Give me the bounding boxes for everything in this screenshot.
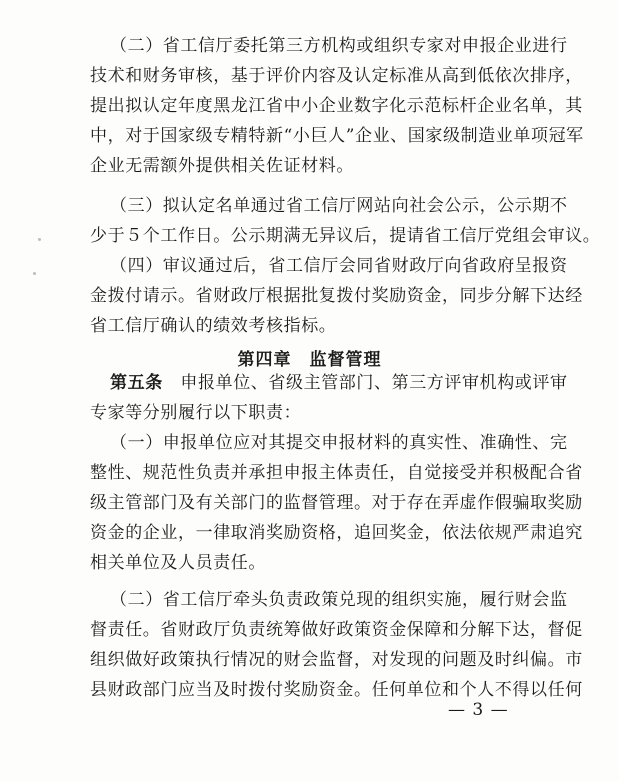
- article-label: 第五条: [110, 373, 163, 393]
- text-line: 专家等分别履行以下职责：: [90, 403, 302, 423]
- text-line: 整性、规范性负责并承担申报主体责任，自觉接受并积极配合省: [90, 463, 583, 483]
- text-line: 级主管部门及有关部门的监督管理。对于存在弄虚作假骗取奖励: [90, 493, 583, 513]
- scan-speck: [33, 272, 36, 275]
- page-number: — 3 —: [448, 700, 509, 720]
- text-line: （二）省工信厅牵头负责政策兑现的组织实施，履行财会监: [110, 590, 568, 610]
- text-line: 组织做好政策执行情况的财会监督，对发现的问题及时纠偏。市: [90, 650, 583, 670]
- text-line: 县财政部门应当及时拨付奖励资金。任何单位和个人不得以任何: [90, 680, 583, 700]
- article-5: [90, 368, 568, 428]
- scan-speck: [38, 238, 41, 241]
- text-line: （四）审议通过后，省工信厅会同省财政厅向省政府呈报资: [110, 256, 568, 276]
- text-line: 督责任。省财政厅负责统筹做好政策资金保障和分解下达，督促: [90, 620, 583, 640]
- text-line: 资金的企业，一律取消奖励资格，追回奖金，依法依规严肃追究: [90, 523, 583, 543]
- chapter-title: 第四章 监督管理: [237, 350, 382, 370]
- text-line: 技术和财务审核，基于评价内容及认定标准从高到低依次排序，: [90, 66, 583, 86]
- paragraph-2-4: [90, 251, 583, 341]
- text-line: 提出拟认定年度黑龙江省中小企业数字化示范标杆企业名单，其: [90, 96, 583, 116]
- text-line: 相关单位及人员责任。: [90, 553, 266, 573]
- text-line: （一）申报单位应对其提交申报材料的真实性、准确性、完: [110, 433, 568, 453]
- text-line: 少于５个工作日。公示期满无异议后，提请省工信厅党组会审议。: [90, 226, 601, 246]
- paragraph-2-2: [90, 31, 584, 181]
- text-line: 金拨付请示。省财政厅根据批复拨付奖励资金，同步分解下达经: [90, 286, 583, 306]
- paragraph-5-1: [90, 428, 583, 578]
- text-line: [90, 368, 568, 398]
- paragraph-5-2: [90, 585, 583, 705]
- text-line: 企业无需额外提供相关佐证材料。: [90, 156, 354, 176]
- text-line: 省工信厅确认的绩效考核指标。: [90, 316, 337, 336]
- text-line: （二）省工信厅委托第三方机构或组织专家对申报企业进行: [110, 36, 568, 56]
- text-line: （三）拟认定名单通过省工信厅网站向社会公示，公示期不: [110, 196, 568, 216]
- paragraph-2-3: [90, 191, 601, 251]
- article-text: 申报单位、省级主管部门、第三方评审机构或评审: [162, 373, 568, 393]
- text-line: 中，对于国家级专精特新“小巨人”企业、国家级制造业单项冠军: [90, 126, 584, 146]
